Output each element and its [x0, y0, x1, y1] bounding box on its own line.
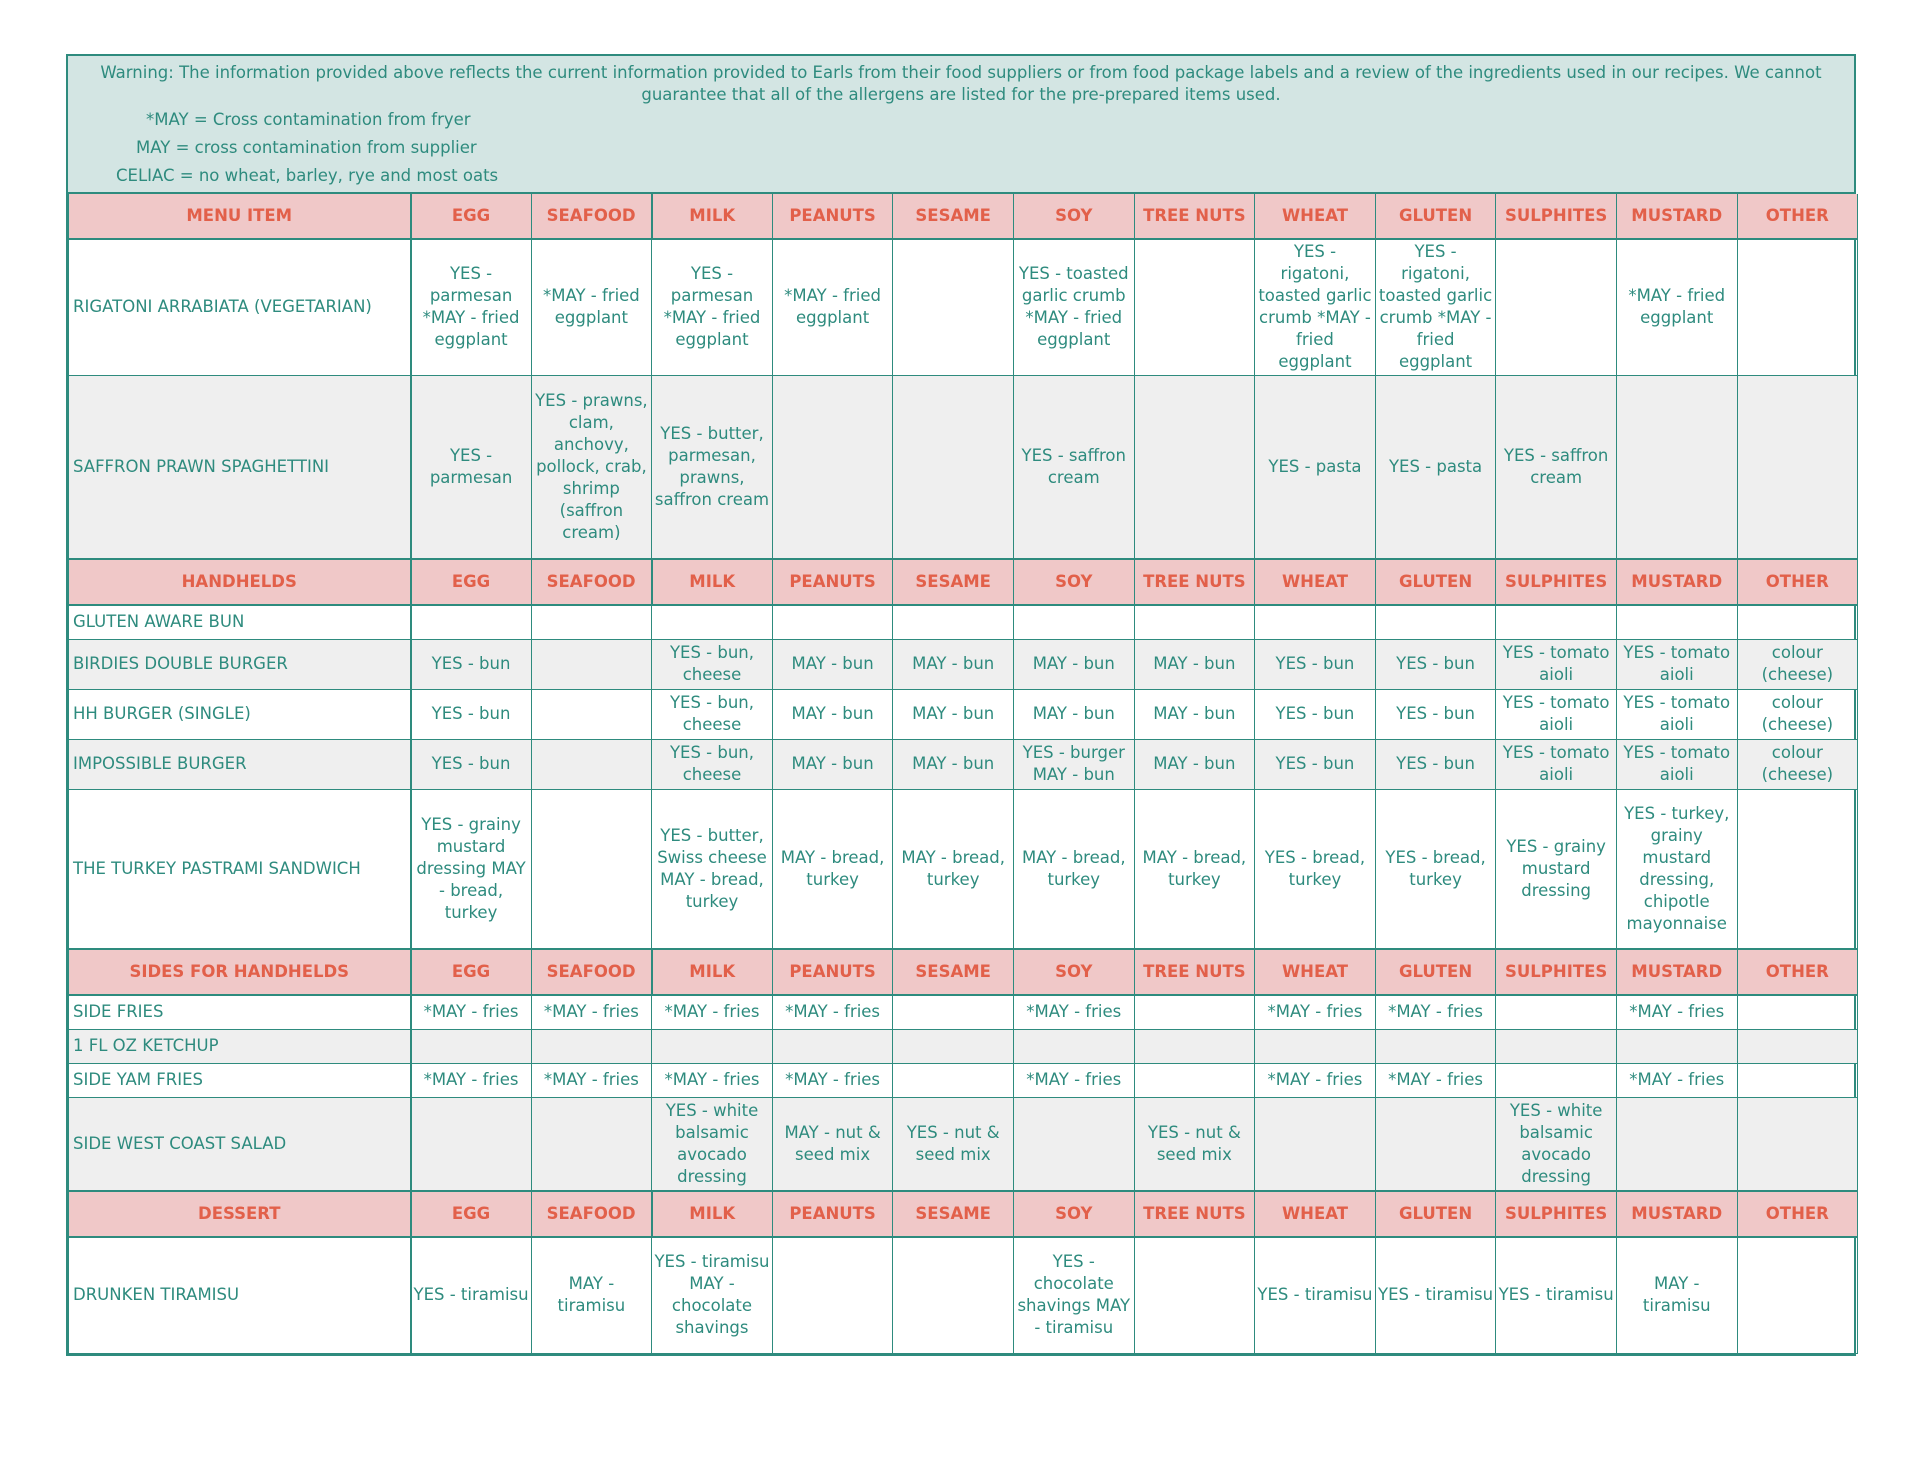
allergen-cell-wheat: YES - pasta	[1255, 375, 1376, 559]
table-row	[69, 1097, 1858, 1191]
section-header-row	[69, 949, 1858, 995]
allergen-cell-wheat: *MAY - fries	[1255, 1063, 1376, 1097]
menu-item-name: SIDE WEST COAST SALAD	[69, 1097, 411, 1191]
allergen-cell-sesame: MAY - bread, turkey	[893, 789, 1014, 949]
allergen-cell-other: colour (cheese)	[1737, 739, 1858, 789]
allergen-cell-seafood	[531, 605, 652, 639]
allergen-cell-other: colour (cheese)	[1737, 639, 1858, 689]
column-header-gluten: GLUTEN	[1375, 559, 1496, 605]
allergen-cell-tree-nuts	[1134, 375, 1255, 559]
allergen-cell-soy: YES - toasted garlic crumb *MAY - fried eggplant	[1013, 239, 1134, 375]
allergen-cell-peanuts	[772, 605, 893, 639]
column-header-egg: EGG	[411, 949, 532, 995]
allergen-cell-egg: YES - parmesan *MAY - fried eggplant	[411, 239, 532, 375]
column-header-soy: SOY	[1013, 949, 1134, 995]
column-header-mustard: MUSTARD	[1616, 194, 1737, 239]
table-row	[69, 739, 1858, 789]
column-header-soy: SOY	[1013, 559, 1134, 605]
allergen-cell-other	[1737, 605, 1858, 639]
table-row	[69, 239, 1858, 375]
allergen-cell-sesame	[893, 1029, 1014, 1063]
table-row	[69, 789, 1858, 949]
allergen-cell-milk: *MAY - fries	[652, 995, 773, 1029]
allergen-cell-egg: YES - grainy mustard dressing MAY - bread, turkey	[411, 789, 532, 949]
allergen-cell-egg: YES - bun	[411, 739, 532, 789]
table-row	[69, 1029, 1858, 1063]
legend-fryer: *MAY = Cross contamination from fryer	[146, 110, 471, 129]
allergen-cell-other	[1737, 1237, 1858, 1353]
allergen-cell-sesame: YES - nut & seed mix	[893, 1097, 1014, 1191]
column-header-tree-nuts: TREE NUTS	[1134, 194, 1255, 239]
allergen-cell-gluten: YES - tiramisu	[1375, 1237, 1496, 1353]
allergen-cell-egg: *MAY - fries	[411, 995, 532, 1029]
column-header-sulphites: SULPHITES	[1496, 194, 1617, 239]
allergen-cell-peanuts: MAY - bun	[772, 689, 893, 739]
column-header-other: OTHER	[1737, 194, 1858, 239]
column-header-gluten: GLUTEN	[1375, 949, 1496, 995]
column-header-seafood: SEAFOOD	[531, 1191, 652, 1237]
allergen-cell-tree-nuts: MAY - bread, turkey	[1134, 789, 1255, 949]
allergen-cell-soy: MAY - bun	[1013, 639, 1134, 689]
allergen-cell-mustard: YES - tomato aioli	[1616, 739, 1737, 789]
allergen-cell-sesame	[893, 1237, 1014, 1353]
allergen-cell-tree-nuts: MAY - bun	[1134, 689, 1255, 739]
menu-item-name: SIDE YAM FRIES	[69, 1063, 411, 1097]
menu-item-name: 1 FL OZ KETCHUP	[69, 1029, 411, 1063]
column-header-wheat: WHEAT	[1255, 194, 1376, 239]
allergen-cell-peanuts	[772, 1029, 893, 1063]
menu-item-name: SIDE FRIES	[69, 995, 411, 1029]
column-header-gluten: GLUTEN	[1375, 194, 1496, 239]
allergen-cell-seafood	[531, 689, 652, 739]
allergen-cell-milk: YES - butter, parmesan, prawns, saffron cream	[652, 375, 773, 559]
allergen-cell-tree-nuts: MAY - bun	[1134, 739, 1255, 789]
allergen-cell-seafood: YES - prawns, clam, anchovy, pollock, crab, shrimp (saffron cream)	[531, 375, 652, 559]
allergen-cell-milk: YES - bun, cheese	[652, 739, 773, 789]
allergen-cell-peanuts: *MAY - fries	[772, 1063, 893, 1097]
section-title: MENU ITEM	[69, 194, 411, 239]
allergen-cell-mustard: *MAY - fries	[1616, 1063, 1737, 1097]
allergen-cell-gluten: YES - bun	[1375, 689, 1496, 739]
column-header-sulphites: SULPHITES	[1496, 1191, 1617, 1237]
column-header-gluten: GLUTEN	[1375, 1191, 1496, 1237]
section-header-row	[69, 194, 1858, 239]
allergen-cell-seafood: *MAY - fried eggplant	[531, 239, 652, 375]
allergen-cell-mustard: MAY - tiramisu	[1616, 1237, 1737, 1353]
column-header-peanuts: PEANUTS	[772, 1191, 893, 1237]
allergen-cell-tree-nuts	[1134, 1029, 1255, 1063]
column-header-seafood: SEAFOOD	[531, 949, 652, 995]
section-header-row	[69, 1191, 1858, 1237]
allergen-cell-other	[1737, 1063, 1858, 1097]
allergen-cell-egg: *MAY - fries	[411, 1063, 532, 1097]
allergen-cell-sulphites	[1496, 1029, 1617, 1063]
table-row	[69, 1063, 1858, 1097]
allergen-cell-soy: YES - burger MAY - bun	[1013, 739, 1134, 789]
allergen-cell-seafood	[531, 739, 652, 789]
allergen-cell-egg	[411, 1097, 532, 1191]
allergen-table	[68, 194, 1858, 1354]
allergen-cell-gluten	[1375, 605, 1496, 639]
allergen-cell-milk	[652, 605, 773, 639]
allergen-cell-gluten: YES - bun	[1375, 739, 1496, 789]
column-header-tree-nuts: TREE NUTS	[1134, 949, 1255, 995]
legend-celiac: CELIAC = no wheat, barley, rye and most oats	[116, 166, 499, 185]
allergen-cell-peanuts	[772, 1237, 893, 1353]
column-header-tree-nuts: TREE NUTS	[1134, 1191, 1255, 1237]
allergen-cell-soy	[1013, 605, 1134, 639]
allergen-cell-soy: *MAY - fries	[1013, 1063, 1134, 1097]
section-title: DESSERT	[69, 1191, 411, 1237]
column-header-peanuts: PEANUTS	[772, 949, 893, 995]
allergen-cell-sulphites: YES - tomato aioli	[1496, 739, 1617, 789]
allergen-cell-egg: YES - bun	[411, 639, 532, 689]
allergen-cell-peanuts: MAY - bun	[772, 639, 893, 689]
allergen-cell-peanuts	[772, 375, 893, 559]
section-dessert	[69, 1191, 1858, 1353]
menu-item-name: DRUNKEN TIRAMISU	[69, 1237, 411, 1353]
allergen-cell-other	[1737, 789, 1858, 949]
allergen-cell-gluten: YES - bread, turkey	[1375, 789, 1496, 949]
allergen-cell-sulphites: YES - grainy mustard dressing	[1496, 789, 1617, 949]
allergen-cell-wheat: YES - rigatoni, toasted garlic crumb *MAY - fried eggplant	[1255, 239, 1376, 375]
allergen-cell-milk: YES - bun, cheese	[652, 689, 773, 739]
allergen-cell-milk	[652, 1029, 773, 1063]
allergen-cell-sulphites: YES - tomato aioli	[1496, 639, 1617, 689]
allergen-cell-wheat: YES - bun	[1255, 739, 1376, 789]
column-header-egg: EGG	[411, 1191, 532, 1237]
allergen-cell-tree-nuts: MAY - bun	[1134, 639, 1255, 689]
allergen-cell-peanuts: *MAY - fries	[772, 995, 893, 1029]
allergen-cell-tree-nuts	[1134, 239, 1255, 375]
allergen-cell-seafood: *MAY - fries	[531, 995, 652, 1029]
menu-item-name: IMPOSSIBLE BURGER	[69, 739, 411, 789]
allergen-cell-seafood: *MAY - fries	[531, 1063, 652, 1097]
allergen-cell-sulphites	[1496, 605, 1617, 639]
allergen-cell-soy: *MAY - fries	[1013, 995, 1134, 1029]
allergen-cell-sulphites	[1496, 995, 1617, 1029]
column-header-peanuts: PEANUTS	[772, 194, 893, 239]
allergen-cell-soy: MAY - bun	[1013, 689, 1134, 739]
warning-box	[68, 56, 1854, 194]
allergen-cell-peanuts: *MAY - fried eggplant	[772, 239, 893, 375]
allergen-cell-sulphites	[1496, 1063, 1617, 1097]
column-header-wheat: WHEAT	[1255, 559, 1376, 605]
section-header-row	[69, 559, 1858, 605]
allergen-cell-sesame	[893, 995, 1014, 1029]
menu-item-name: THE TURKEY PASTRAMI SANDWICH	[69, 789, 411, 949]
allergen-cell-milk: YES - white balsamic avocado dressing	[652, 1097, 773, 1191]
allergen-cell-sesame	[893, 239, 1014, 375]
allergen-cell-mustard	[1616, 375, 1737, 559]
column-header-sesame: SESAME	[893, 949, 1014, 995]
allergen-cell-wheat	[1255, 1029, 1376, 1063]
allergen-cell-sulphites: YES - tomato aioli	[1496, 689, 1617, 739]
allergen-cell-wheat: YES - tiramisu	[1255, 1237, 1376, 1353]
menu-item-name: RIGATONI ARRABIATA (VEGETARIAN)	[69, 239, 411, 375]
allergen-cell-gluten: *MAY - fries	[1375, 995, 1496, 1029]
table-row	[69, 995, 1858, 1029]
column-header-sesame: SESAME	[893, 1191, 1014, 1237]
column-header-other: OTHER	[1737, 559, 1858, 605]
column-header-sulphites: SULPHITES	[1496, 559, 1617, 605]
allergen-cell-sulphites: YES - tiramisu	[1496, 1237, 1617, 1353]
allergen-cell-sulphites	[1496, 239, 1617, 375]
column-header-sulphites: SULPHITES	[1496, 949, 1617, 995]
allergen-cell-milk: YES - parmesan *MAY - fried eggplant	[652, 239, 773, 375]
allergen-cell-wheat: YES - bun	[1255, 639, 1376, 689]
menu-item-name: SAFFRON PRAWN SPAGHETTINI	[69, 375, 411, 559]
allergen-cell-wheat: *MAY - fries	[1255, 995, 1376, 1029]
allergen-cell-seafood	[531, 1029, 652, 1063]
column-header-milk: MILK	[652, 194, 773, 239]
allergen-cell-other	[1737, 995, 1858, 1029]
allergen-cell-wheat: YES - bun	[1255, 689, 1376, 739]
allergen-cell-gluten: YES - pasta	[1375, 375, 1496, 559]
allergen-cell-milk: YES - butter, Swiss cheese MAY - bread, turkey	[652, 789, 773, 949]
allergen-cell-milk: YES - bun, cheese	[652, 639, 773, 689]
column-header-other: OTHER	[1737, 1191, 1858, 1237]
column-header-soy: SOY	[1013, 1191, 1134, 1237]
allergen-cell-gluten: *MAY - fries	[1375, 1063, 1496, 1097]
column-header-sesame: SESAME	[893, 559, 1014, 605]
column-header-mustard: MUSTARD	[1616, 949, 1737, 995]
allergen-cell-tree-nuts: YES - nut & seed mix	[1134, 1097, 1255, 1191]
allergen-cell-milk: *MAY - fries	[652, 1063, 773, 1097]
column-header-seafood: SEAFOOD	[531, 194, 652, 239]
menu-item-name: BIRDIES DOUBLE BURGER	[69, 639, 411, 689]
column-header-milk: MILK	[652, 949, 773, 995]
allergen-cell-soy: YES - saffron cream	[1013, 375, 1134, 559]
table-row	[69, 1237, 1858, 1353]
menu-item-name: GLUTEN AWARE BUN	[69, 605, 411, 639]
warning-text: Warning: The information provided above reflects the current information provided to Earls from their food suppliers or from food package labels and a review of the ingredients used in our recipes. We cannot guarantee that all of the allergens are listed for the pre-prepared items used.	[100, 63, 1822, 104]
allergen-cell-peanuts: MAY - bun	[772, 739, 893, 789]
allergen-cell-other	[1737, 239, 1858, 375]
table-row	[69, 375, 1858, 559]
allergen-cell-gluten: YES - rigatoni, toasted garlic crumb *MAY - fried eggplant	[1375, 239, 1496, 375]
column-header-wheat: WHEAT	[1255, 949, 1376, 995]
allergen-cell-sesame	[893, 605, 1014, 639]
allergen-cell-sulphites: YES - white balsamic avocado dressing	[1496, 1097, 1617, 1191]
allergen-cell-other: colour (cheese)	[1737, 689, 1858, 739]
allergen-cell-mustard	[1616, 1097, 1737, 1191]
allergen-cell-other	[1737, 375, 1858, 559]
allergen-cell-tree-nuts	[1134, 1237, 1255, 1353]
column-header-seafood: SEAFOOD	[531, 559, 652, 605]
allergen-cell-wheat	[1255, 605, 1376, 639]
allergen-cell-soy: MAY - bread, turkey	[1013, 789, 1134, 949]
allergen-cell-egg	[411, 1029, 532, 1063]
allergen-cell-mustard	[1616, 1029, 1737, 1063]
allergen-cell-soy: YES - chocolate shavings MAY - tiramisu	[1013, 1237, 1134, 1353]
section-handhelds	[69, 559, 1858, 949]
allergen-cell-sulphites: YES - saffron cream	[1496, 375, 1617, 559]
allergen-cell-sesame: MAY - bun	[893, 689, 1014, 739]
allergen-cell-seafood	[531, 1097, 652, 1191]
section-menu-item	[69, 194, 1858, 559]
column-header-tree-nuts: TREE NUTS	[1134, 559, 1255, 605]
allergen-cell-milk: YES - tiramisu MAY - chocolate shavings	[652, 1237, 773, 1353]
column-header-egg: EGG	[411, 559, 532, 605]
allergen-cell-gluten	[1375, 1029, 1496, 1063]
allergen-cell-peanuts: MAY - nut & seed mix	[772, 1097, 893, 1191]
allergen-cell-mustard	[1616, 605, 1737, 639]
allergen-cell-mustard: *MAY - fried eggplant	[1616, 239, 1737, 375]
allergen-cell-seafood: MAY - tiramisu	[531, 1237, 652, 1353]
allergen-cell-sesame	[893, 1063, 1014, 1097]
column-header-wheat: WHEAT	[1255, 1191, 1376, 1237]
allergen-cell-tree-nuts	[1134, 605, 1255, 639]
section-sides-for-handhelds	[69, 949, 1858, 1191]
column-header-other: OTHER	[1737, 949, 1858, 995]
column-header-soy: SOY	[1013, 194, 1134, 239]
column-header-mustard: MUSTARD	[1616, 559, 1737, 605]
table-row	[69, 605, 1858, 639]
allergen-cell-soy	[1013, 1029, 1134, 1063]
allergen-cell-egg: YES - bun	[411, 689, 532, 739]
allergen-cell-gluten: YES - bun	[1375, 639, 1496, 689]
table-row	[69, 689, 1858, 739]
column-header-milk: MILK	[652, 559, 773, 605]
allergen-cell-soy	[1013, 1097, 1134, 1191]
column-header-mustard: MUSTARD	[1616, 1191, 1737, 1237]
allergen-cell-other	[1737, 1029, 1858, 1063]
menu-item-name: HH BURGER (SINGLE)	[69, 689, 411, 739]
allergen-cell-egg	[411, 605, 532, 639]
allergen-cell-mustard: YES - tomato aioli	[1616, 689, 1737, 739]
allergen-cell-gluten	[1375, 1097, 1496, 1191]
allergen-cell-mustard: *MAY - fries	[1616, 995, 1737, 1029]
allergen-cell-wheat: YES - bread, turkey	[1255, 789, 1376, 949]
table-row	[69, 639, 1858, 689]
allergen-cell-tree-nuts	[1134, 995, 1255, 1029]
allergen-cell-seafood	[531, 789, 652, 949]
allergen-cell-other	[1737, 1097, 1858, 1191]
legend-supplier: MAY = cross contamination from supplier	[136, 138, 477, 157]
allergen-cell-peanuts: MAY - bread, turkey	[772, 789, 893, 949]
allergen-cell-egg: YES - parmesan	[411, 375, 532, 559]
section-title: SIDES FOR HANDHELDS	[69, 949, 411, 995]
column-header-milk: MILK	[652, 1191, 773, 1237]
column-header-sesame: SESAME	[893, 194, 1014, 239]
allergen-cell-sesame: MAY - bun	[893, 739, 1014, 789]
allergen-cell-egg: YES - tiramisu	[411, 1237, 532, 1353]
allergen-cell-mustard: YES - turkey, grainy mustard dressing, chipotle mayonnaise	[1616, 789, 1737, 949]
section-title: HANDHELDS	[69, 559, 411, 605]
allergen-cell-sesame: MAY - bun	[893, 639, 1014, 689]
allergen-sheet	[66, 54, 1856, 1356]
column-header-peanuts: PEANUTS	[772, 559, 893, 605]
allergen-cell-mustard: YES - tomato aioli	[1616, 639, 1737, 689]
allergen-cell-sesame	[893, 375, 1014, 559]
column-header-egg: EGG	[411, 194, 532, 239]
allergen-cell-tree-nuts	[1134, 1063, 1255, 1097]
allergen-cell-wheat	[1255, 1097, 1376, 1191]
allergen-cell-seafood	[531, 639, 652, 689]
